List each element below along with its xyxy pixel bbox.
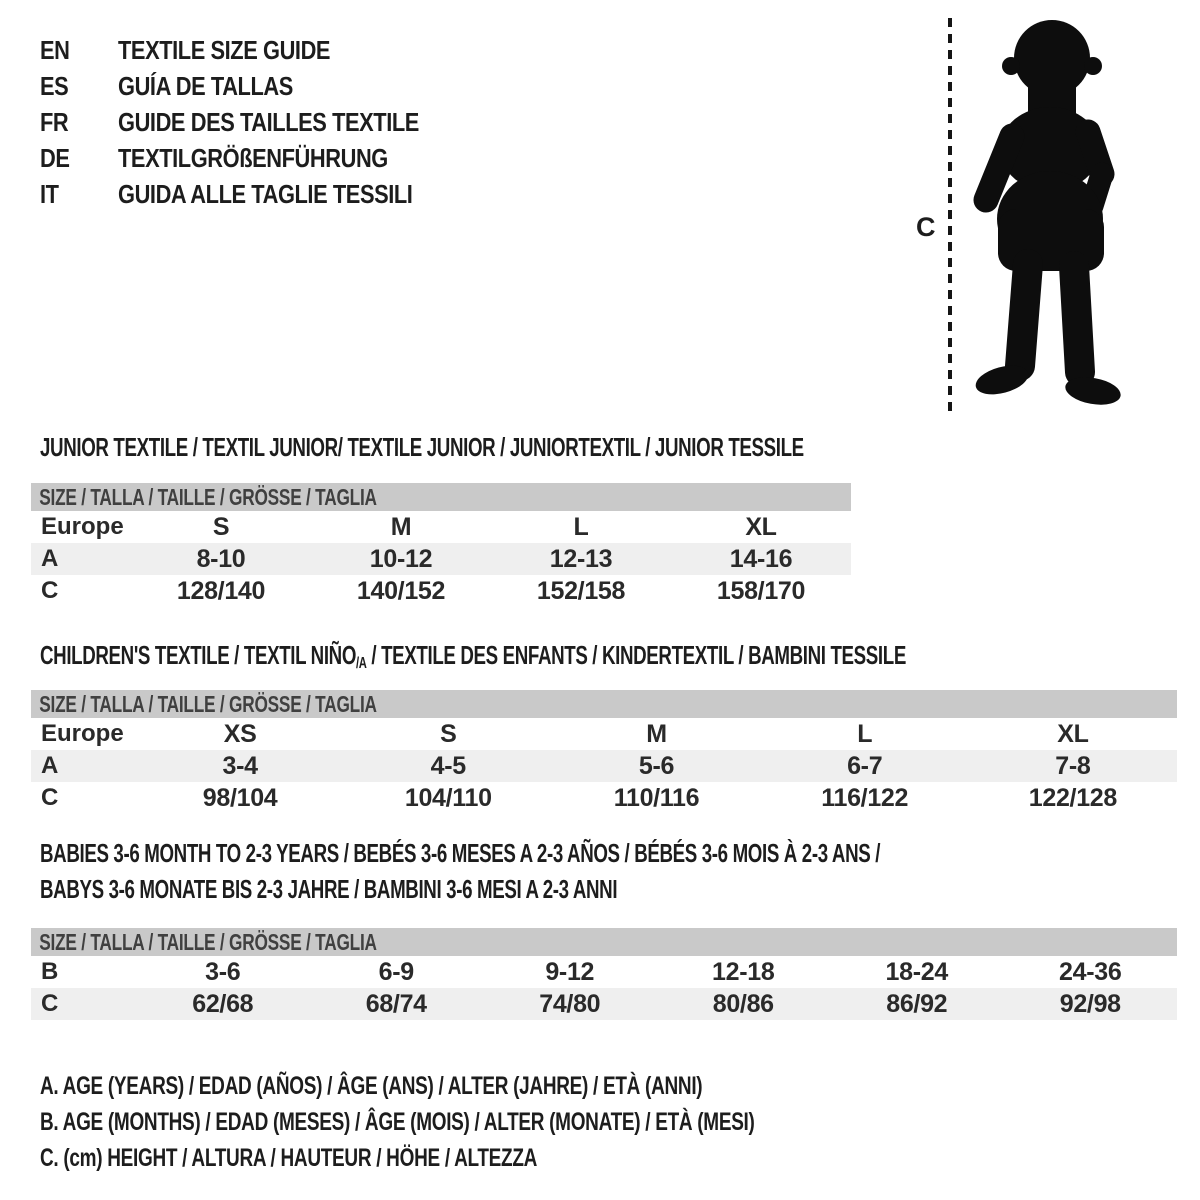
table-row	[31, 988, 1177, 1020]
lang-row-de	[40, 140, 476, 176]
row-label: C	[41, 784, 59, 811]
junior-size-table	[31, 483, 851, 607]
age-cell: 3-4	[222, 751, 258, 780]
table-row	[31, 718, 1177, 750]
table-row	[31, 782, 1177, 814]
height-cell: 68/74	[365, 989, 427, 1018]
height-cell: 158/170	[716, 576, 806, 605]
height-measure-label: C	[916, 212, 936, 242]
region-label: Europe	[41, 513, 124, 540]
babies-section-title-line2: BABYS 3-6 MONATE BIS 2-3 JAHRE / BAMBINI 3-6 MESI A 2-3 ANNI	[40, 874, 618, 904]
age-months-cell: 24-36	[1059, 957, 1122, 986]
height-cell: 80/86	[712, 989, 774, 1018]
age-cell: 12-13	[549, 544, 613, 573]
size-header-label: SIZE / TALLA / TAILLE / GRÖSSE / TAGLIA	[39, 483, 377, 510]
age-cell: 8-10	[196, 544, 246, 573]
height-cell: 74/80	[539, 989, 601, 1018]
size-cell: XL	[745, 512, 777, 541]
children-size-table	[31, 690, 1177, 814]
age-months-cell: 6-9	[378, 957, 414, 986]
age-cell: 14-16	[729, 544, 793, 573]
lang-label: TEXTILGRÖßENFÜHRUNG	[118, 142, 388, 173]
lang-code: IT	[40, 178, 59, 209]
age-months-cell: 9-12	[545, 957, 595, 986]
age-months-cell: 18-24	[885, 957, 948, 986]
height-cell: 92/98	[1059, 989, 1121, 1018]
size-cell: XS	[223, 719, 257, 748]
lang-code: EN	[40, 34, 70, 65]
junior-size-header-bar	[31, 483, 851, 511]
children-section-title	[40, 640, 906, 673]
table-row	[31, 543, 851, 575]
height-cell: 128/140	[176, 576, 266, 605]
children-title-sub: /A	[356, 654, 367, 672]
size-cell: M	[390, 512, 412, 541]
age-cell: 6-7	[847, 751, 883, 780]
size-cell: XL	[1057, 719, 1089, 748]
legend-line-b: B. AGE (MONTHS) / EDAD (MESES) / ÂGE (MOIS) / ALTER (MONATE) / ETÀ (MESI)	[40, 1107, 755, 1136]
size-cell: S	[212, 512, 230, 541]
height-cell: 104/110	[404, 783, 492, 812]
height-cell: 152/158	[536, 576, 626, 605]
row-label: A	[41, 752, 59, 779]
age-cell: 4-5	[430, 751, 466, 780]
height-cell: 140/152	[356, 576, 446, 605]
lang-row-fr	[40, 104, 476, 140]
row-label: B	[41, 958, 59, 985]
junior-section-title: JUNIOR TEXTILE / TEXTIL JUNIOR/ TEXTILE JUNIOR / JUNIORTEXTIL / JUNIOR TESSILE	[40, 432, 804, 462]
height-cell: 110/116	[613, 783, 700, 812]
height-measure-dashed-line	[948, 18, 952, 415]
table-row	[31, 511, 851, 543]
lang-label: GUÍA DE TALLAS	[118, 70, 293, 101]
age-cell: 7-8	[1055, 751, 1091, 780]
babies-size-table	[31, 928, 1177, 1020]
height-cell: 98/104	[202, 783, 278, 812]
lang-label: GUIDE DES TAILLES TEXTILE	[118, 106, 419, 137]
babies-size-header-bar	[31, 928, 1177, 956]
lang-label: GUIDA ALLE TAGLIE TESSILI	[118, 178, 413, 209]
age-cell: 10-12	[369, 544, 433, 573]
height-cell: 86/92	[886, 989, 948, 1018]
babies-section-title-line1: BABIES 3-6 MONTH TO 2-3 YEARS / BEBÉS 3-6 MESES A 2-3 AÑOS / BÉBÉS 3-6 MOIS À 2-3 ANS /	[40, 838, 881, 868]
height-cell: 62/68	[192, 989, 254, 1018]
lang-row-it	[40, 176, 476, 212]
age-months-cell: 3-6	[205, 957, 241, 986]
legend-line-a: A. AGE (YEARS) / EDAD (AÑOS) / ÂGE (ANS) / ALTER (JAHRE) / ETÀ (ANNI)	[40, 1071, 703, 1100]
row-label: C	[41, 990, 59, 1017]
legend	[40, 1068, 980, 1176]
size-cell: L	[573, 512, 589, 541]
lang-code: ES	[40, 70, 69, 101]
size-header-label: SIZE / TALLA / TAILLE / GRÖSSE / TAGLIA	[39, 928, 377, 955]
lang-code: FR	[40, 106, 69, 137]
size-cell: M	[646, 719, 667, 748]
table-row	[31, 750, 1177, 782]
age-months-cell: 12-18	[712, 957, 775, 986]
children-title-suffix: / TEXTILE DES ENFANTS / KINDERTEXTIL / BAMBINI TESSILE	[366, 640, 906, 670]
size-cell: S	[440, 719, 457, 748]
toddler-silhouette	[962, 14, 1138, 414]
height-cell: 116/122	[821, 783, 909, 812]
row-label: C	[41, 577, 59, 604]
age-cell: 5-6	[638, 751, 675, 780]
children-size-header-bar	[31, 690, 1177, 718]
table-row	[31, 575, 851, 607]
region-label: Europe	[41, 720, 124, 747]
row-label: A	[41, 545, 59, 572]
table-row	[31, 956, 1177, 988]
children-title-prefix: CHILDREN'S TEXTILE / TEXTIL NIÑO	[40, 640, 357, 670]
language-list	[40, 32, 476, 212]
lang-row-en	[40, 32, 476, 68]
height-cell: 122/128	[1028, 783, 1118, 812]
size-cell: L	[857, 719, 873, 748]
lang-label: TEXTILE SIZE GUIDE	[118, 34, 331, 65]
lang-row-es	[40, 68, 476, 104]
legend-line-c: C. (cm) HEIGHT / ALTURA / HAUTEUR / HÖHE / ALTEZZA	[40, 1143, 538, 1172]
lang-code: DE	[40, 142, 70, 173]
size-header-label: SIZE / TALLA / TAILLE / GRÖSSE / TAGLIA	[39, 690, 377, 717]
